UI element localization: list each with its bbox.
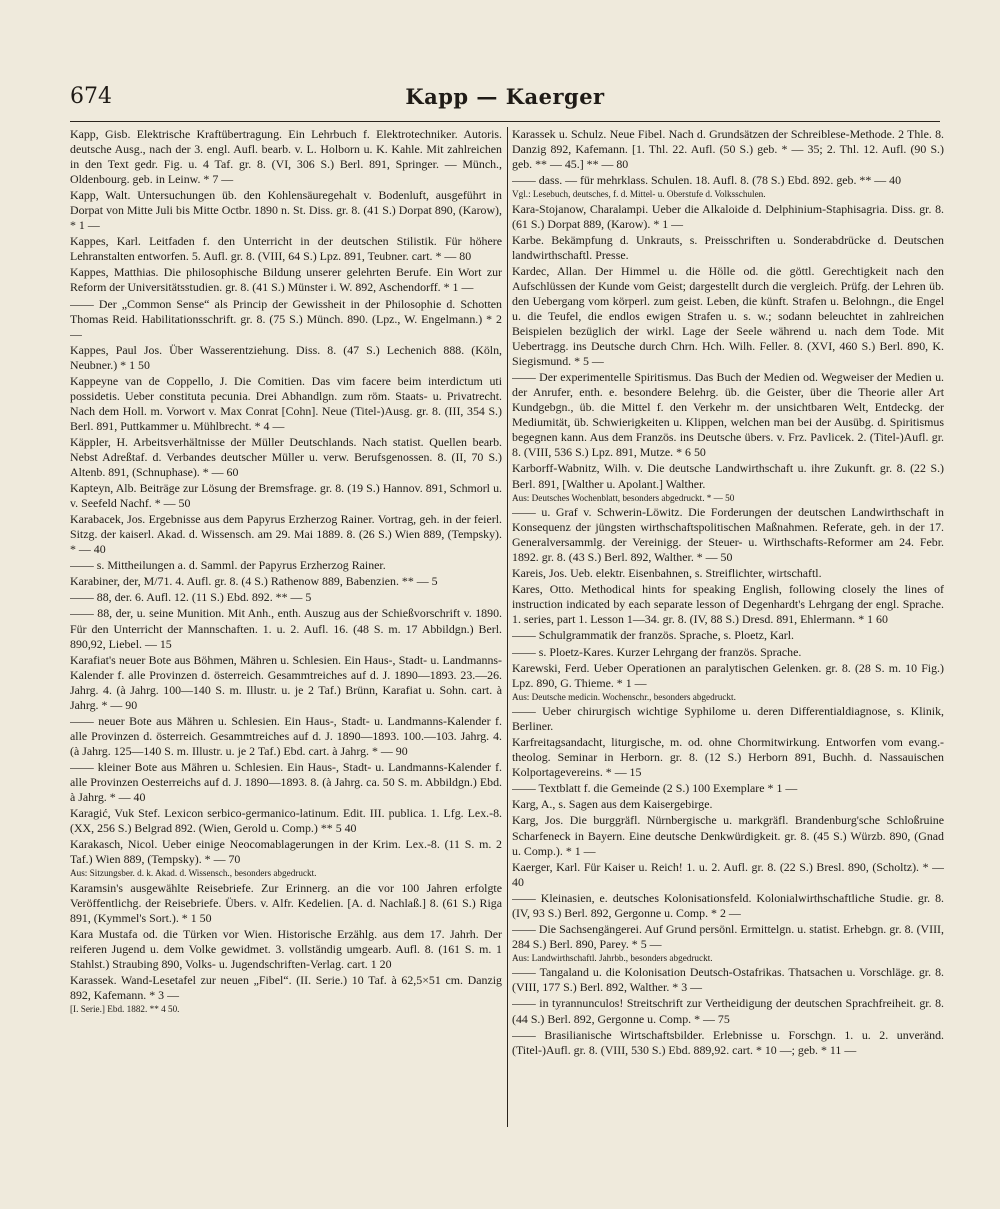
- entry-text: —— Schulgrammatik der französ. Sprache, s. Ploetz, Karl.: [512, 628, 794, 643]
- catalog-entry: [70, 653, 502, 713]
- catalog-entry: [512, 1028, 944, 1058]
- entry-text: —— Ueber chirurgisch wichtige Syphilome u. deren Differentialdiagnose, s. Klinik, Berliner.: [512, 704, 944, 734]
- entry-text: —— dass. — für mehrklass. Schulen. 18. Aufl. 8. (78 S.) Ebd. 892. geb. ** — 40: [512, 173, 902, 188]
- catalog-entry: [70, 574, 502, 589]
- catalog-entry: [70, 234, 502, 264]
- entry-text: Kara Mustafa od. die Türken vor Wien. Historische Erzählg. aus dem 17. Jahrh. Der reiferen Jugend u. dem Volke gewidmet. 3. vollständig umgearb. Aufl. 8. (161 S. m. 1 Stahlst.) Straubing 890, Volks- u. Jugendschriften-Verlag. cart. 1 20: [70, 926, 502, 971]
- catalog-entry: [70, 606, 502, 651]
- entry-text: Karassek. Wand-Lesetafel zur neuen „Fibel“. (II. Serie.) 10 Taf. à 62,5×51 cm. Danzig 892, Kafemann. * 3 —: [70, 973, 502, 1003]
- catalog-entry: [512, 953, 944, 965]
- catalog-entry: [512, 965, 944, 995]
- running-title: Kapp — Kaerger: [405, 84, 605, 109]
- entry-text: Kara-Stojanow, Charalampi. Ueber die Alkaloide d. Delphinium-Staphisagria. Diss. gr. 8. (61 S.) Dorpat 889, (Karow). * 1 —: [512, 201, 944, 231]
- entry-text: Kapp, Gisb. Elektrische Kraftübertragung. Ein Lehrbuch f. Elektrotechniker. Autoris. deutsche Ausg., nach der 3. engl. Aufl. bearb. v. L. Holborn u. K. Kahle. Mit zahlreichen in den Text gedr. Fig. u. 4 Taf. gr. 8. (VI, 306 S.) Berl. 891, Springer. — Münch., Oldenbourg. geb. in Leinw. * 7 —: [70, 127, 502, 187]
- entry-text: —— 88, der, u. seine Munition. Mit Anh., enth. Auszug aus der Schießvorschrift v. 1890. Für den Unterricht der Mannschaften. 1. u. 2. Aufl. 16. (48 S. m. 17 Abbildgn.) Berl. 890,92, Liebel. — 15: [70, 606, 502, 651]
- catalog-entry: [512, 173, 944, 188]
- catalog-entry: [70, 927, 502, 972]
- catalog-entry: [512, 493, 944, 505]
- entry-text: —— Brasilianische Wirtschaftsbilder. Erlebnisse u. Forschgn. 1. u. 2. unveränd. (Titel-)Aufl. gr. 8. (VIII, 530 S.) Ebd. 889,92. cart. * 10 —; geb. * 11 —: [512, 1027, 944, 1057]
- entry-text: —— 88, der. 6. Aufl. 12. (11 S.) Ebd. 892. ** — 5: [70, 590, 312, 605]
- catalog-entry: [512, 566, 944, 581]
- header-rule: [70, 121, 940, 122]
- catalog-entry: [512, 797, 944, 812]
- entry-text: Vgl.: Lesebuch, deutsches, f. d. Mittel- u. Oberstufe d. Volksschulen.: [512, 189, 766, 200]
- entry-text: Aus: Sitzungsber. d. k. Akad. d. Wissensch., besonders abgedruckt.: [70, 868, 317, 879]
- catalog-entry: [512, 781, 944, 796]
- entry-text: —— Der experimentelle Spiritismus. Das Buch der Medien od. Wegweiser der Medien u. der Anrufer, enth. e. besondere Belehrg. üb. die Geister, über die Theorie aller Art Kundgebgn., üb. die Mittel f. den Verkehr m. der unsichtbaren Welt, Entdeckg. der Mediumität, üb. Schwierigkeiten u. Klippen, welchen man bei der Ausübg. d. Spiritismus begegnen kann. Aus dem Französ. ins Deutsche übers. v. Frz. Pavlicek. 2. (Titel-)Aufl. gr. 8. (VIII, 536 S.) Lpz. 891, Mutze. * 6 50: [512, 370, 944, 460]
- entry-text: Kappes, Paul Jos. Über Wasserentziehung. Diss. 8. (47 S.) Lechenich 888. (Köln, Neubner.) * 1 50: [70, 342, 502, 372]
- catalog-entry: [512, 860, 944, 890]
- catalog-entry: [512, 813, 944, 858]
- page-number: 674: [70, 84, 112, 109]
- catalog-entry: [70, 481, 502, 511]
- catalog-entry: [512, 692, 944, 704]
- catalog-entry: [70, 881, 502, 926]
- entry-text: —— kleiner Bote aus Mähren u. Schlesien. Ein Haus-, Stadt- u. Landmanns-Kalender f. alle Provinzen Oesterreichs auf d. J. 1890—1893. 8. (à Jahrg. ca. 50 S. m. Abbildgn.) Ebd. à Jahrg. * — 40: [70, 759, 502, 805]
- page-header: [70, 84, 940, 114]
- entry-text: Karafiat's neuer Bote aus Böhmen, Mähren u. Schlesien. Ein Haus-, Stadt- u. Landmanns-Kalender f. alle Provinzen d. österreich. Gesammtreiches auf d. J. 1890—1893. 23.—26. Jahrg. 4. (à Jahrg. 100—140 S. m. Illustr. u. je 2 Taf.) Brünn, Karafiat u. Sohn. cart. à Jahrg. * — 90: [70, 652, 502, 712]
- catalog-entry: [70, 590, 502, 605]
- catalog-entry: [70, 837, 502, 867]
- catalog-entry: [512, 735, 944, 780]
- entry-text: Karakasch, Nicol. Ueber einige Neocomablagerungen in der Krim. Lex.-8. (11 S. m. 2 Taf.) Wien 889, (Tempsky). * — 70: [70, 837, 502, 867]
- entry-text: Karbe. Bekämpfung d. Unkrauts, s. Preisschriften u. Sonderabdrücke d. Deutschen landwirthschaftl. Presse.: [512, 232, 944, 262]
- entry-text: Karewski, Ferd. Ueber Operationen an paralytischen Gelenken. gr. 8. (28 S. m. 10 Fig.) Lpz. 890, G. Thieme. * 1 —: [512, 660, 944, 690]
- entry-text: —— s. Mittheilungen a. d. Samml. der Papyrus Erzherzog Rainer.: [70, 558, 386, 573]
- catalog-entry: [70, 973, 502, 1003]
- entry-text: —— neuer Bote aus Mähren u. Schlesien. Ein Haus-, Stadt- u. Landmanns-Kalender f. alle Provinzen d. österreich. Gesammtreiches auf d. J. 1890—1893. 100.—103. Jahrg. 4. (à Jahrg. 125—140 S. m. Illustr. u. je 2 Taf.) Ebd. cart. à Jahrg. * — 90: [70, 713, 502, 758]
- catalog-entry: [70, 714, 502, 759]
- entry-text: Karborff-Wabnitz, Wilh. v. Die deutsche Landwirthschaft u. ihre Zukunft. gr. 8. (22 S.) Berl. 891, [Walther u. Apolant.] Walther.: [512, 461, 944, 491]
- catalog-entry: [512, 661, 944, 691]
- catalog-entry: [70, 188, 502, 233]
- entry-text: Kaerger, Karl. Für Kaiser u. Reich! 1. u. 2. Aufl. gr. 8. (22 S.) Bresl. 890, (Scholtz). * — 40: [512, 859, 944, 889]
- catalog-entry: [512, 505, 944, 565]
- catalog-entry: [512, 628, 944, 643]
- catalog-entry: [70, 343, 502, 373]
- entry-text: Kappeyne van de Coppello, J. Die Comitien. Das vim facere beim interdictum uti possidetis. Ueber constituta pecunia. Drei Abhandlgn. zum röm. Staats- u. Privatrecht. Nach dem Holl. m. Vorwort v. Max Conrat [Cohn]. Neue (Titel-)Ausg. gr. 8. (III, 354 S.) Berl. 891, Puttkammer u. Mühlbrecht. * 4 —: [70, 373, 502, 433]
- entry-text: Aus: Landwirthschaftl. Jahrbb., besonders abgedruckt.: [512, 952, 713, 963]
- entry-text: Karagić, Vuk Stef. Lexicon serbico-germanico-latinum. Edit. III. publica. 1. Lfg. Lex.-8. (XX, 256 S.) Belgrad 892. (Wien, Gerold u. Comp.) ** 5 40: [70, 806, 502, 836]
- column-divider: [507, 127, 508, 1127]
- catalog-entry: [70, 1004, 502, 1016]
- catalog-entry: [70, 127, 502, 187]
- catalog-entry: [70, 297, 502, 342]
- entry-text: —— Textblatt f. die Gemeinde (2 S.) 100 Exemplare * 1 —: [512, 781, 798, 796]
- entry-text: Kardec, Allan. Der Himmel u. die Hölle od. die göttl. Gerechtigkeit nach den Aufschlüssen der Kunde vom Geist; dargestellt durch die vergleich. Prüfg. der Lehren üb. den Uebergang vom körperl. zum geist. Leben, die künft. Strafen u. Belohngn., die Engel u. die Teufel, die endlos ewigen Strafen u. s. w.; sodann beleuchtet in zahlreichen Beispielen bezüglich der wirkl. Lage der Seele während u. nach dem Tode. Mit Uebertragg. ins Deutsche durch Chrn. Hch. Wilh. Feller. 8. (XVI, 460 S.) Berl. 890, K. Siegismund. * 5 —: [512, 263, 944, 369]
- entry-text: Kappes, Karl. Leitfaden f. den Unterricht in der deutschen Stilistik. Für höhere Lehranstalten entworfen. 5. Aufl. gr. 8. (VIII, 64 S.) Lpz. 891, Teubner. cart. * — 80: [70, 234, 502, 264]
- entry-text: Aus: Deutsches Wochenblatt, besonders abgedruckt. * — 50: [512, 492, 735, 503]
- entry-text: —— u. Graf v. Schwerin-Löwitz. Die Forderungen der deutschen Landwirthschaft in Konsequenz der jüngsten wirthschaftspolitischen Maßnahmen. Referate, geh. in der 17. Generalversammlg. der Vereinigg. der Steuer- u. Wirthschafts-Reformer am 24. Febr. 1892. gr. 8. (43 S.) Berl. 892, Walther. * — 50: [512, 505, 944, 565]
- entry-text: Kareis, Jos. Ueb. elektr. Eisenbahnen, s. Streiflichter, wirtschaftl.: [512, 566, 822, 581]
- entry-text: Karamsin's ausgewählte Reisebriefe. Zur Erinnerg. an die vor 100 Jahren erfolgte Veröffentlichg. der Reisebriefe. Übers. v. Alfr. Kedelien. [A. d. Nachlaß.] 8. (61 S.) Riga 891, (Kymmel's Sort.). * 1 50: [70, 880, 502, 925]
- catalog-entry: [512, 264, 944, 369]
- catalog-entry: [70, 435, 502, 480]
- entry-text: Käppler, H. Arbeitsverhältnisse der Müller Deutschlands. Nach statist. Quellen bearb. Nebst Adreßtaf. d. Verbandes deutscher Müller u. verw. Berufsgenossen. 8. (II, 70 S.) Altenb. 891, (Schnuphase). * — 60: [70, 434, 502, 480]
- catalog-entry: [512, 891, 944, 921]
- catalog-entry: [70, 512, 502, 557]
- catalog-entry: [512, 461, 944, 491]
- entry-text: Kapp, Walt. Untersuchungen üb. den Kohlensäuregehalt v. Bodenluft, ausgeführt in Dorpat von Mitte Juli bis Mitte Octbr. 1890 n. St. Diss. gr. 8. (41 S.) Dorpat 890, (Karow), * 1 —: [70, 188, 502, 233]
- catalog-entry: [512, 582, 944, 627]
- entry-text: Karabiner, der, M/71. 4. Aufl. gr. 8. (4 S.) Rathenow 889, Babenzien. ** — 5: [70, 574, 438, 589]
- entry-text: [I. Serie.] Ebd. 1882. ** 4 50.: [70, 1004, 180, 1015]
- catalog-entry: [70, 265, 502, 295]
- catalog-entry: [70, 374, 502, 434]
- entry-text: —— Die Sachsengängerei. Auf Grund persönl. Ermittelgn. u. statist. Erhebgn. gr. 8. (VIII, 284 S.) Berl. 890, Parey. * 5 —: [512, 921, 944, 951]
- left-column: [70, 127, 502, 1197]
- entry-text: Karfreitagsandacht, liturgische, m. od. ohne Chormitwirkung. Entworfen vom evang.-theolog. Seminar in Herborn. gr. 8. (12 S.) Herborn 891, Buchh. d. Nassauischen Kolportagevereins. * — 15: [512, 735, 944, 780]
- catalog-entry: [512, 996, 944, 1026]
- catalog-entry: [512, 202, 944, 232]
- entry-text: —— Tangaland u. die Kolonisation Deutsch-Ostafrikas. Thatsachen u. Vorschläge. gr. 8. (VIII, 177 S.) Berl. 892, Walther. * 3 —: [512, 965, 944, 995]
- entry-text: Karabacek, Jos. Ergebnisse aus dem Papyrus Erzherzog Rainer. Vortrag, geh. in der feierl. Sitzg. der kaiserl. Akad. d. Wissensch. am 29. Mai 1889. 8. (26 S.) Wien 889, (Tempsky). * — 40: [70, 512, 502, 557]
- entry-text: Karg, A., s. Sagen aus dem Kaisergebirge.: [512, 797, 713, 812]
- right-column: [512, 127, 944, 1197]
- catalog-entry: [70, 868, 502, 880]
- catalog-entry: [70, 558, 502, 573]
- entry-text: —— Der „Common Sense“ als Princip der Gewissheit in der Philosophie d. Schotten Thomas Reid. Habilitationsschrift. gr. 8. (75 S.) Münch. 890. (Lpz., W. Engelmann.) * 2 —: [70, 296, 502, 341]
- catalog-entry: [70, 806, 502, 836]
- catalog-entry: [512, 370, 944, 460]
- catalog-entry: [512, 645, 944, 660]
- catalog-entry: [70, 760, 502, 805]
- catalog-entry: [512, 704, 944, 734]
- entry-text: —— Kleinasien, e. deutsches Kolonisationsfeld. Kolonialwirthschaftliche Studie. gr. 8. (IV, 93 S.) Berl. 892, Gergonne u. Comp. * 2 —: [512, 890, 944, 920]
- entry-text: Karg, Jos. Die burggräfl. Nürnbergische u. markgräfl. Brandenburg'sche Schloßruine Scharfeneck in Bayern. Eine deutsche Denkwürdigkeit. gr. 8. (45 S.) Würzb. 890, (Gnad u. Comp.). * 1 —: [512, 813, 944, 858]
- entry-text: —— s. Ploetz-Kares. Kurzer Lehrgang der französ. Sprache.: [512, 644, 802, 659]
- entry-text: Kares, Otto. Methodical hints for speaking English, following closely the lines of instruction indicated by each separate lesson of Degenhardt's Lehrgang der engl. Sprache. 1. series, part 1. Lesson 1—34. gr. 8. (IV, 88 S.) Dresd. 891, Ehlermann. * 1 60: [512, 582, 944, 627]
- entry-text: Kappes, Matthias. Die philosophische Bildung unserer gelehrten Berufe. Ein Wort zur Reform der Universitätsstudien. gr. 8. (41 S.) Münster i. W. 892, Aschendorff. * 1 —: [70, 265, 502, 295]
- catalog-entry: [512, 233, 944, 263]
- entry-text: —— in tyrannunculos! Streitschrift zur Vertheidigung der deutschen Sprachfreiheit. gr. 8. (44 S.) Berl. 892, Gergonne u. Comp. * — 75: [512, 996, 944, 1026]
- entry-text: Karassek u. Schulz. Neue Fibel. Nach d. Grundsätzen der Schreiblese-Methode. 2 Thle. 8. Danzig 892, Kafemann. [1. Thl. 22. Aufl. (50 S.) geb. * — 35; 2. Thl. 12. Aufl. (90 S.) geb. ** — 45.] ** — 80: [512, 127, 944, 172]
- entry-text: Kapteyn, Alb. Beiträge zur Lösung der Bremsfrage. gr. 8. (19 S.) Hannov. 891, Schmorl u. v. Seefeld Nachf. * — 50: [70, 481, 502, 511]
- catalog-entry: [512, 189, 944, 201]
- catalog-entry: [512, 922, 944, 952]
- entry-text: Aus: Deutsche medicin. Wochenschr., besonders abgedruckt.: [512, 691, 736, 702]
- catalog-entry: [512, 127, 944, 172]
